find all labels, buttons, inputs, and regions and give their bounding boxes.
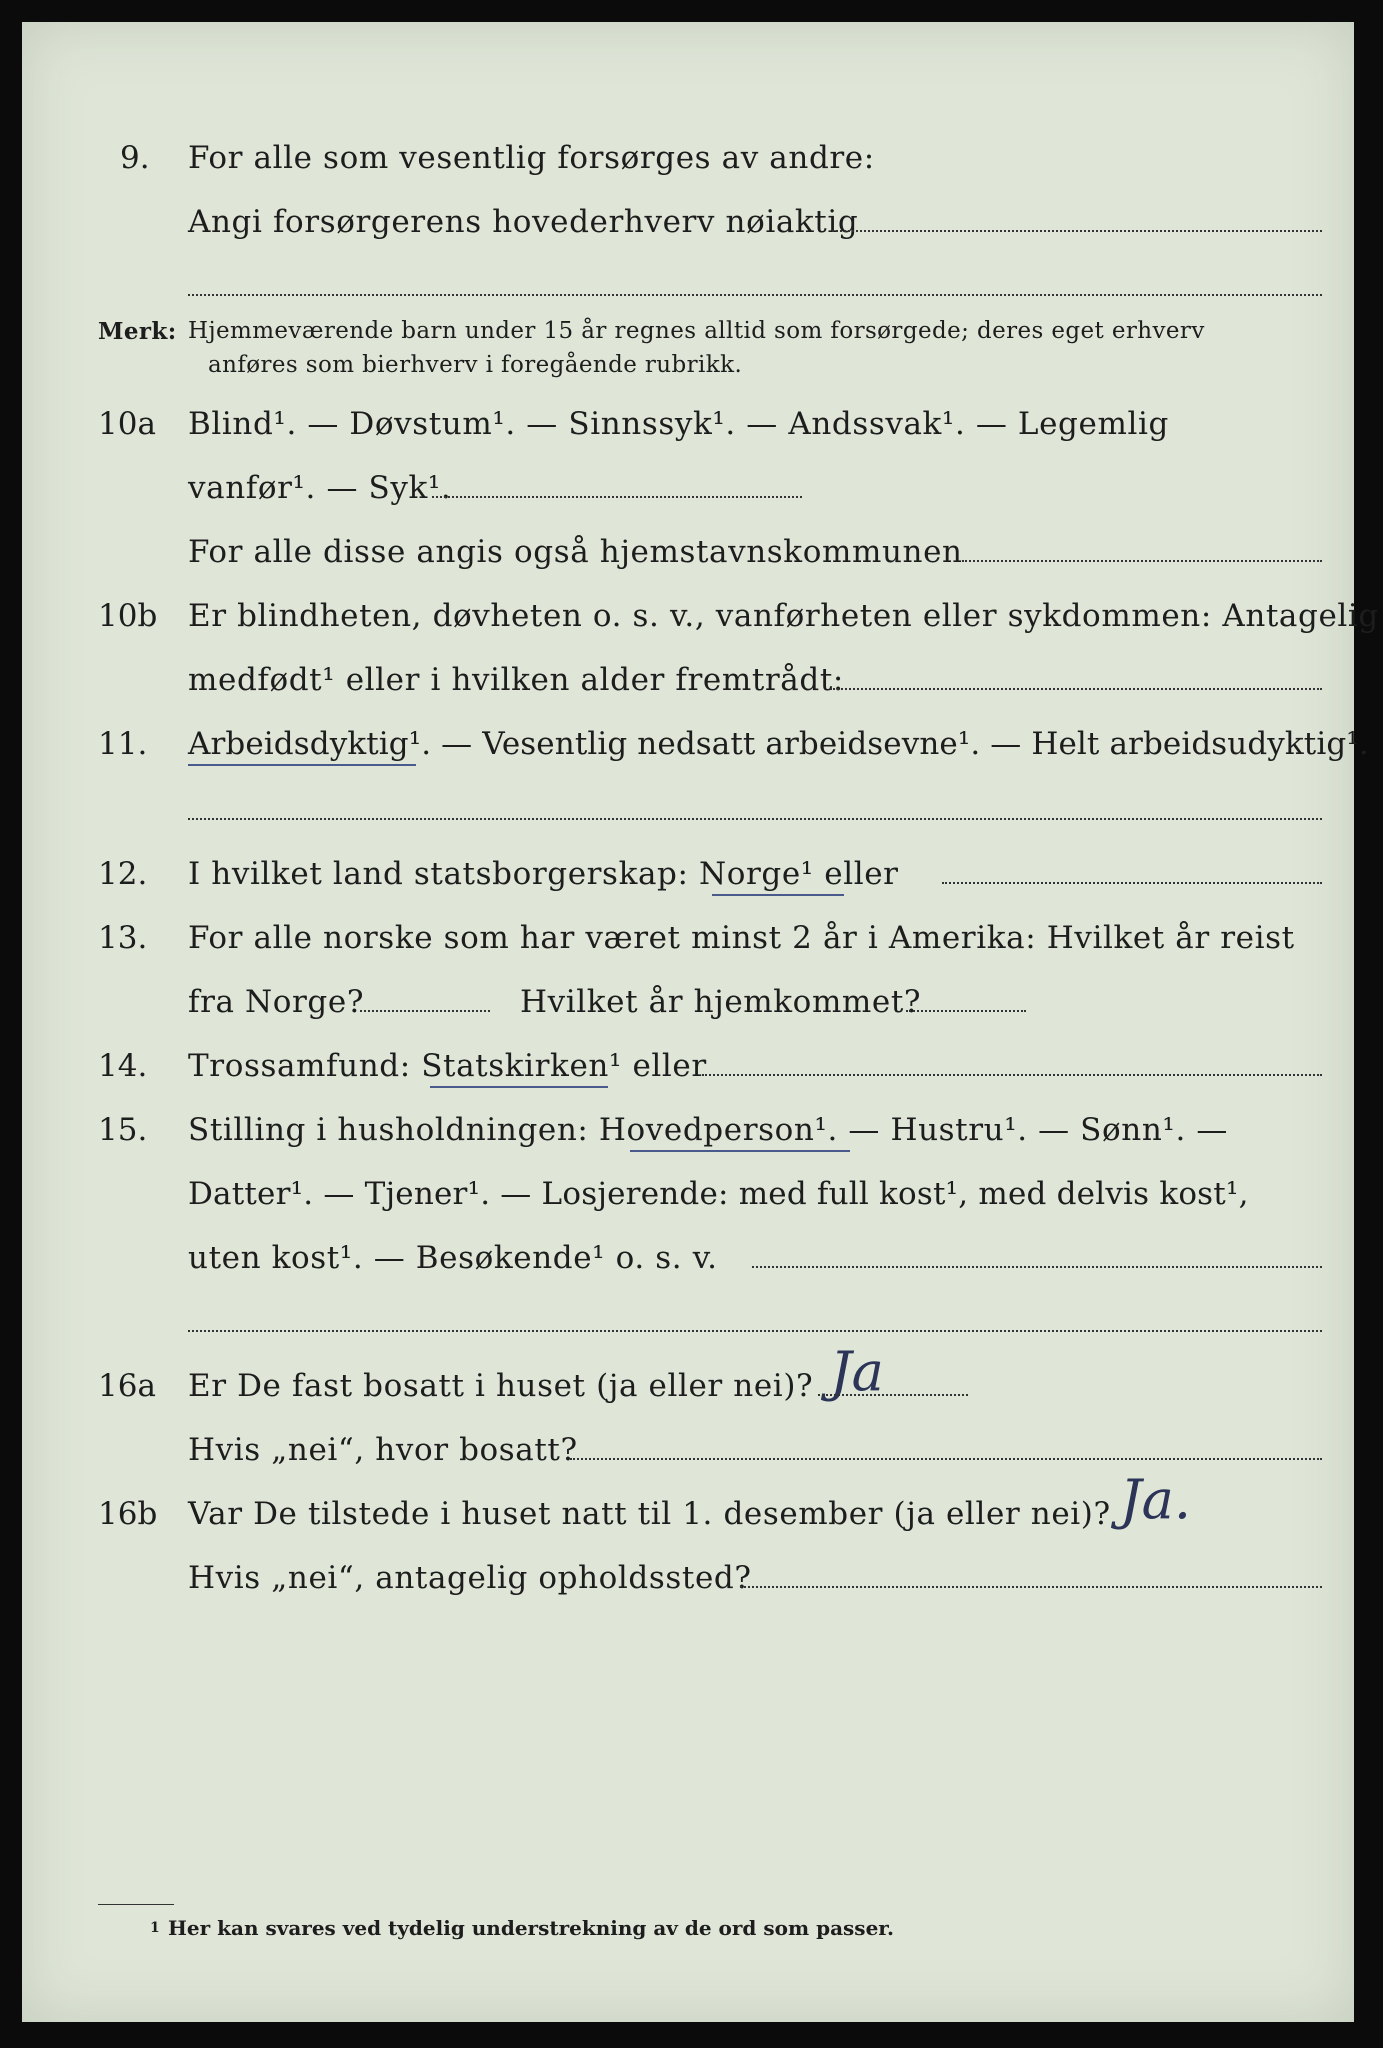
q13-reist-line (360, 1010, 490, 1012)
q15-line2: Datter¹. — Tjener¹. — Losjerende: med full kost¹, med delvis kost¹, (188, 1176, 1249, 1212)
q16a-line1: Er De fast bosatt i huset (ja eller nei)? (188, 1368, 814, 1404)
q16b-opholdssted-line (740, 1586, 1322, 1588)
q13-line1: For alle norske som har været minst 2 år i Amerika: Hvilket år reist (188, 920, 1295, 956)
q10a-line3: For alle disse angis også hjemstavnskommunen (188, 534, 963, 570)
q10a-line2: vanfør¹. — Syk¹. (188, 470, 452, 506)
q10b-line1: Er blindheten, døvheten o. s. v., vanførheten eller sykdommen: Antagelig (188, 598, 1379, 634)
q12-text: I hvilket land statsborgerskap: Norge¹ eller (188, 856, 899, 892)
q15-answer-line (752, 1266, 1322, 1268)
footnote-text: Her kan svares ved tydelig understrekning av de ord som passer. (168, 1916, 894, 1940)
q16b-number: 16b (98, 1496, 158, 1532)
q9-line1: For alle som vesentlig forsørges av andre: (188, 140, 875, 176)
q10a-number: 10a (98, 406, 156, 442)
q14-underline-statskirken (430, 1086, 608, 1088)
q10b-number: 10b (98, 598, 158, 634)
q10b-answer-line (830, 688, 1322, 690)
q13-line2b: Hvilket år hjemkommet? (520, 984, 922, 1020)
q16b-line2: Hvis „nei“, antagelig opholdssted? (188, 1560, 752, 1596)
q11-underline-arbeidsdyktig (188, 764, 416, 766)
q15-line1: Stilling i husholdningen: Hovedperson¹. — Hustru¹. — Sønn¹. — (188, 1112, 1228, 1148)
q11-number: 11. (98, 726, 148, 762)
q14-number: 14. (98, 1048, 148, 1084)
q15-line3: uten kost¹. — Besøkende¹ o. s. v. (188, 1240, 718, 1276)
q13-hjemkommet-line (906, 1010, 1026, 1012)
q9-line2: Angi forsørgerens hovederhverv nøiaktig (188, 204, 859, 240)
q9-answer-line-2 (188, 294, 1322, 296)
q16a-number: 16a (98, 1368, 156, 1404)
q16b-line1: Var De tilstede i huset natt til 1. desember (ja eller nei)? (188, 1496, 1111, 1532)
q12-answer-line (942, 882, 1322, 884)
q12-underline-norge (712, 894, 844, 896)
q10a-line1: Blind¹. — Døvstum¹. — Sinnssyk¹. — Andssvak¹. — Legemlig (188, 406, 1169, 442)
q16a-handwritten-answer: Ja (830, 1340, 884, 1403)
q13-number: 13. (98, 920, 148, 956)
q15-underline-hovedperson (630, 1150, 850, 1152)
merk-line1: Hjemmeværende barn under 15 år regnes alltid som forsørgede; deres eget erhverv (188, 318, 1205, 344)
census-form (22, 22, 1379, 2022)
merk-line2: anføres som bierhverv i foregående rubrikk. (208, 352, 743, 378)
q16a-line2: Hvis „nei“, hvor bosatt? (188, 1432, 578, 1468)
q16a-answer-line (818, 1394, 968, 1396)
q13-line2a: fra Norge? (188, 984, 365, 1020)
q9-number: 9. (120, 140, 150, 176)
q10a-syk-line (432, 496, 802, 498)
footnote-mark: 1 (150, 1920, 160, 1936)
q15-answer-line-2 (188, 1330, 1322, 1332)
q16a-bosatt-line (570, 1458, 1322, 1460)
q15-number: 15. (98, 1112, 148, 1148)
q9-answer-line (832, 230, 1322, 232)
q11-text: Arbeidsdyktig¹. — Vesentlig nedsatt arbeidsevne¹. — Helt arbeidsudyktig¹. (188, 726, 1369, 762)
q10a-kommune-line (962, 560, 1322, 562)
q11-answer-line (188, 818, 1322, 820)
q14-text: Trossamfund: Statskirken¹ eller (188, 1048, 707, 1084)
q12-number: 12. (98, 856, 148, 892)
merk-label: Merk: (98, 318, 177, 345)
q14-answer-line (702, 1074, 1322, 1076)
q16b-handwritten-answer: Ja. (1120, 1468, 1192, 1531)
footnote-rule (98, 1904, 174, 1905)
q10b-line2: medfødt¹ eller i hvilken alder fremtrådt: (188, 662, 844, 698)
